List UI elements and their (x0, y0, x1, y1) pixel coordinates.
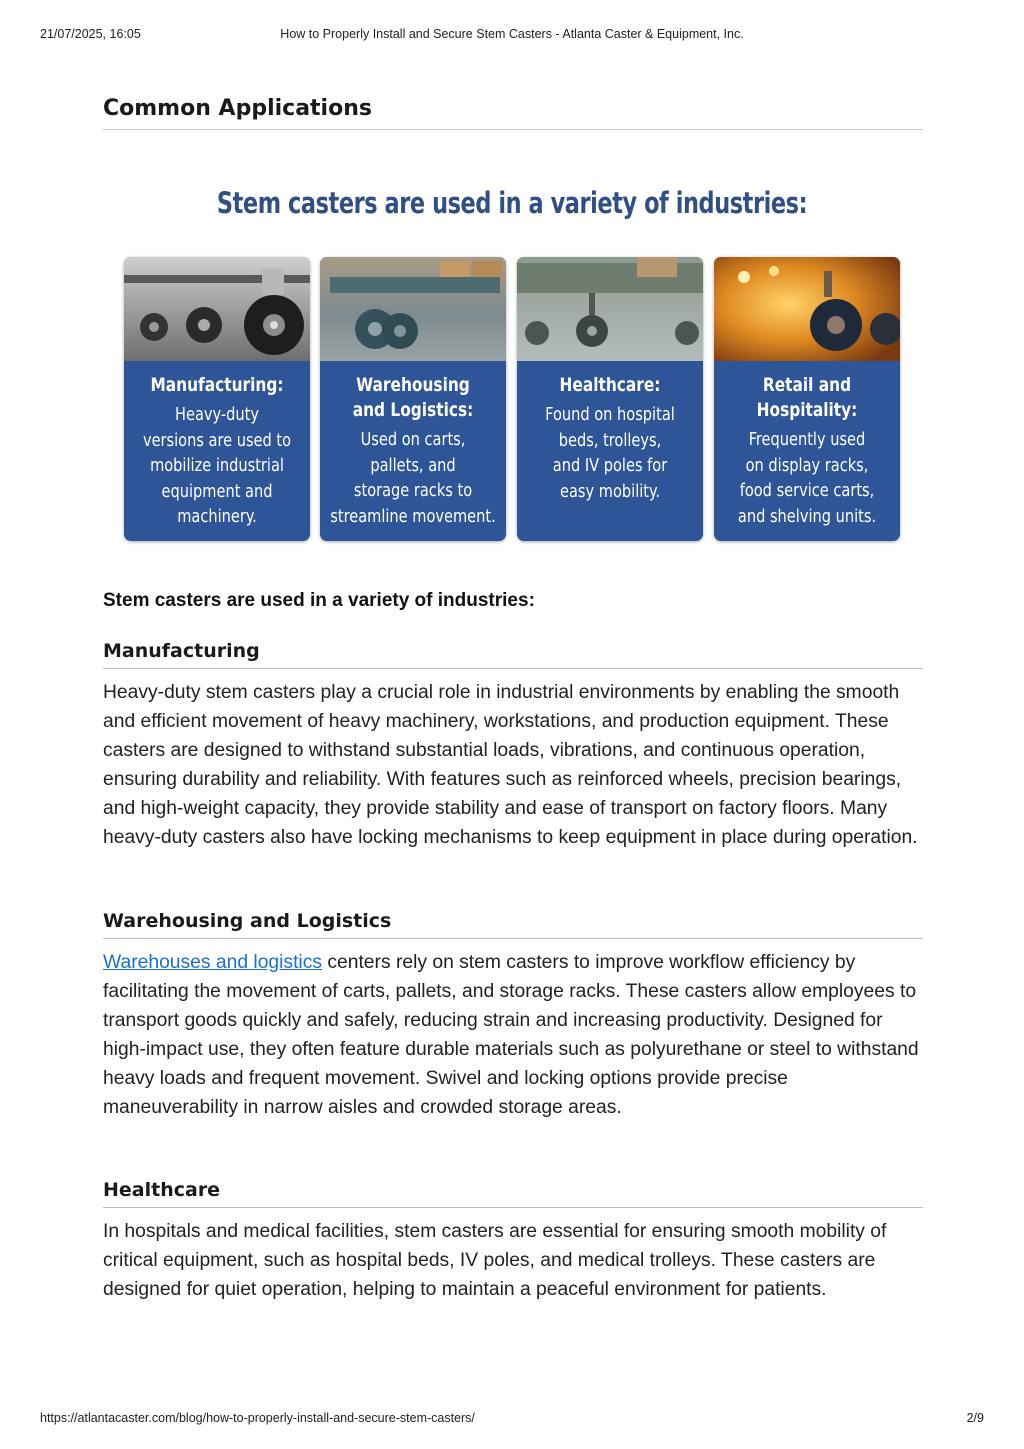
print-url: https://atlantacaster.com/blog/how-to-properly-install-and-secure-stem-casters/ (40, 1411, 475, 1425)
card-title: Retail and Hospitality: (756, 374, 858, 421)
card-retail-caption (723, 361, 890, 541)
infographic-title: Stem casters are used in a variety of industries: (216, 186, 808, 220)
healthcare-heading: Healthcare (103, 1179, 923, 1208)
card-healthcare (517, 257, 703, 541)
lead-text: Stem casters are used in a variety of industries: (103, 590, 535, 611)
healthcare-section (103, 1179, 923, 1304)
retail-caster-photo (714, 257, 900, 361)
print-date: 21/07/2025, 16:05 (40, 27, 141, 41)
manufacturing-heading: Manufacturing (103, 640, 923, 669)
warehouse-caster-photo (320, 257, 506, 361)
card-title: Manufacturing: (150, 374, 284, 396)
common-applications-section (103, 96, 923, 130)
warehousing-section (103, 910, 923, 1122)
healthcare-paragraph: In hospitals and medical facilities, stem casters are essential for ensuring smooth mobility of critical equipment, such as hospital beds, IV poles, and medical trolleys. These casters are designed for quiet operation, helping to maintain a peaceful environment for patients. (103, 1221, 887, 1300)
card-text: Heavy-duty versions are used to mobilize industrial equipment and machinery. (142, 404, 292, 527)
page-number: 2/9 (966, 1411, 984, 1425)
lead-block (103, 590, 923, 612)
card-text: Used on carts, pallets, and storage racks to streamline movement. (330, 429, 496, 527)
card-retail (714, 257, 900, 541)
warehousing-paragraph (103, 948, 923, 1122)
card-warehousing-caption (329, 361, 496, 541)
industries-infographic (124, 182, 900, 542)
manufacturing-section (103, 640, 923, 852)
healthcare-caster-photo (517, 257, 703, 361)
card-healthcare-caption (526, 361, 693, 541)
infographic-cards (124, 257, 900, 541)
section-title: Common Applications (103, 96, 923, 130)
card-text: Frequently used on display racks, food service carts, and shelving units. (737, 429, 877, 527)
card-title: Warehousing and Logistics: (352, 374, 474, 421)
card-title: Healthcare: (559, 374, 661, 396)
card-manufacturing-caption (133, 361, 300, 541)
print-page-title: How to Properly Install and Secure Stem Casters - Atlanta Caster & Equipment, Inc. (280, 27, 744, 41)
warehousing-heading: Warehousing and Logistics (103, 910, 923, 939)
manufacturing-paragraph: Heavy-duty stem casters play a crucial role in industrial environments by enabling the smooth and efficient movement of heavy machinery, workstations, and production equipment. These casters are designed to withstand substantial loads, vibrations, and continuous operation, ensuring durability and reliability. With features such as reinforced wheels, precision bearings, and high-weight capacity, they provide stability and ease of transport on factory floors. Many heavy-duty casters also have locking mechanisms to keep equipment in place during operation. (103, 682, 918, 848)
card-manufacturing (124, 257, 310, 541)
print-header (40, 27, 984, 43)
manufacturing-caster-photo (124, 257, 310, 361)
warehouses-logistics-link[interactable]: Warehouses and logistics (103, 952, 322, 973)
card-warehousing (320, 257, 506, 541)
warehousing-body-text: centers rely on stem casters to improve workflow efficiency by facilitating the movement of carts, pallets, and storage racks. These casters allow employees to transport goods quickly and safely, reducing strain and increasing productivity. Designed for high-impact use, they often feature durable materials such as polyurethane or steel to withstand heavy loads and frequent movement. Swivel and locking options provide precise maneuverability in narrow aisles and crowded storage areas. (103, 952, 919, 1118)
print-footer (40, 1411, 984, 1427)
card-text: Found on hospital beds, trolleys, and IV poles for easy mobility. (545, 404, 675, 502)
